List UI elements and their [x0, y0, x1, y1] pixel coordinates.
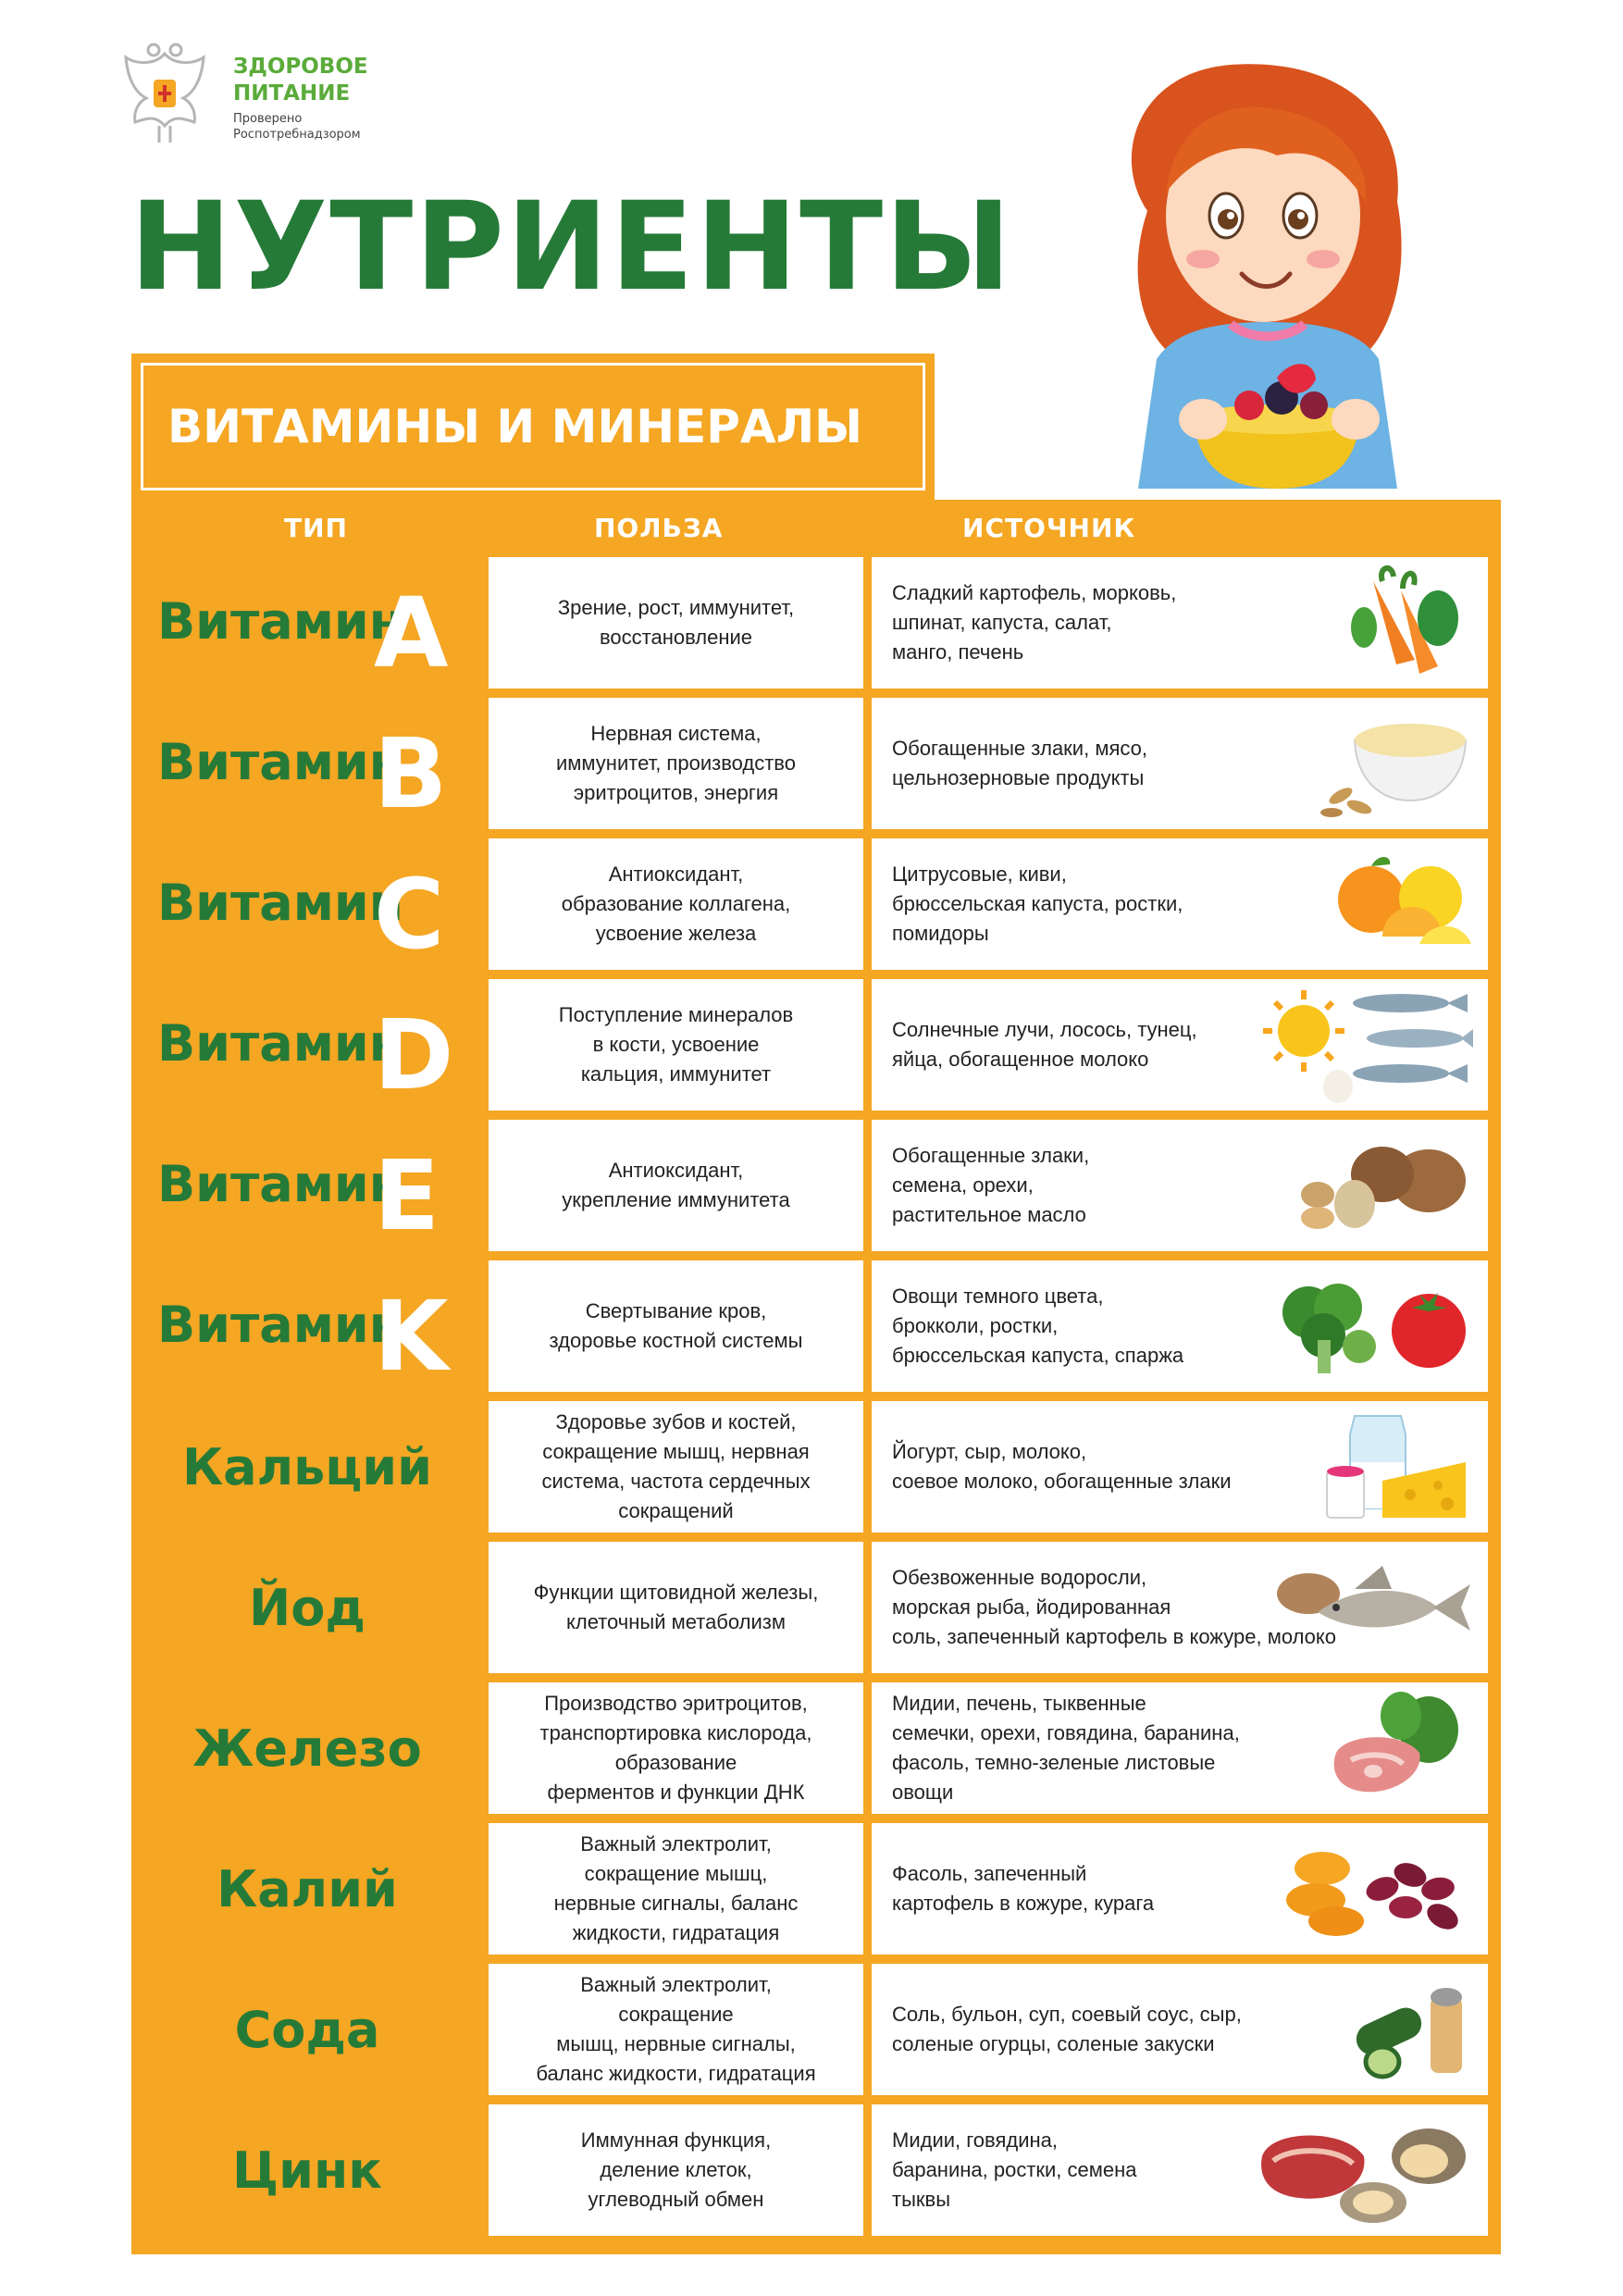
benefit-cell: Важный электролит, сокращение мышц, нервные сигналы, баланс жидкости, гидратация: [489, 1964, 863, 2095]
benefit-cell: Антиоксидант, укрепление иммунитета: [489, 1120, 863, 1251]
steak-mussels-icon: [1253, 2110, 1475, 2230]
type-cell: [131, 1682, 483, 1814]
source-cell: Овощи темного цвета, брокколи, ростки, брюссельская капуста, спаржа: [872, 1260, 1488, 1392]
table-row-vitamin-a: [131, 557, 1501, 689]
table-row-vitamin-d: [131, 979, 1501, 1111]
benefit-cell: Важный электролит, сокращение мышц, нервные сигналы, баланс жидкости, гидратация: [489, 1823, 863, 1955]
source-cell: Обогащенные злаки, семена, орехи, растительное масло: [872, 1120, 1488, 1251]
source-cell: Солнечные лучи, лосось, тунец, яйца, обогащенное молоко: [872, 979, 1488, 1111]
type-cell: [131, 979, 483, 1111]
source-cell: Обогащенные злаки, мясо, цельнозерновые продукты: [872, 698, 1488, 829]
type-label: Цинк: [232, 2141, 382, 2200]
header-benefit: ПОЛЬЗА: [594, 513, 724, 543]
benefit-cell: Функции щитовидной железы, клеточный метаболизм: [489, 1542, 863, 1673]
meat-spinach-icon: [1318, 1688, 1475, 1808]
type-cell: [131, 1542, 483, 1673]
vitamin-letter: E: [374, 1139, 440, 1252]
source-cell: Йогурт, сыр, молоко, соевое молоко, обогащенные злаки: [872, 1401, 1488, 1533]
vitamin-letter: C: [374, 858, 445, 971]
citrus-icon: [1327, 844, 1475, 964]
dairy-icon: [1318, 1407, 1475, 1527]
type-cell: [131, 1120, 483, 1251]
type-label: Кальций: [182, 1438, 432, 1496]
porridge-bowl-icon: [1318, 703, 1475, 824]
type-label: Сода: [234, 2001, 380, 2059]
type-label: Витамин: [157, 592, 404, 651]
type-label: Калий: [217, 1860, 398, 1918]
brand-name: ЗДОРОВОЕ ПИТАНИЕ: [233, 55, 368, 105]
nutrients-table: [131, 500, 1501, 2254]
source-cell: Мидии, говядина, баранина, ростки, семена тыквы: [872, 2104, 1488, 2236]
table-row-zinc: [131, 2104, 1501, 2236]
type-cell: [131, 2104, 483, 2236]
header-source: ИСТОЧНИК: [962, 513, 1136, 543]
benefit-cell: Иммунная функция, деление клеток, углеводный обмен: [489, 2104, 863, 2236]
vitamin-letter: A: [374, 577, 449, 689]
section-banner: [131, 354, 935, 500]
pickle-salt-icon: [1345, 1969, 1475, 2090]
table-row-potassium: [131, 1823, 1501, 1955]
carrot-icon: [1345, 563, 1475, 683]
type-label: Витамин: [157, 1014, 404, 1073]
benefit-cell: Производство эритроцитов, транспортировка кислорода, образование ферментов и функции ДНК: [489, 1682, 863, 1814]
type-label: Витамин: [157, 733, 404, 791]
type-label: Йод: [249, 1579, 365, 1637]
vitamin-letter: D: [374, 999, 454, 1111]
section-title: ВИТАМИНЫ И МИНЕРАЛЫ: [167, 400, 862, 453]
type-cell: [131, 1964, 483, 2095]
table-row-calcium: [131, 1401, 1501, 1533]
table-row-vitamin-e: [131, 1120, 1501, 1251]
vitamin-letter: B: [374, 717, 448, 830]
benefit-cell: Антиоксидант, образование коллагена, усвоение железа: [489, 838, 863, 970]
sun-fish-icon: [1262, 985, 1475, 1105]
checked-caption: Проверено Роспотребнадзором: [233, 112, 361, 142]
vitamin-letter: K: [374, 1280, 449, 1393]
table-row-vitamin-k: [131, 1260, 1501, 1392]
source-cell: Обезвоженные водоросли, морская рыба, йодированная соль, запеченный картофель в кожуре, молоко: [872, 1542, 1488, 1673]
table-row-iron: [131, 1682, 1501, 1814]
table-row-vitamin-c: [131, 838, 1501, 970]
benefit-cell: Нервная система, иммунитет, производство эритроцитов, энергия: [489, 698, 863, 829]
logo: [118, 37, 415, 153]
type-cell: [131, 1823, 483, 1955]
type-cell: [131, 838, 483, 970]
type-label: Витамин: [157, 1296, 404, 1354]
table-row-sodium: [131, 1964, 1501, 2095]
type-label: Витамин: [157, 874, 404, 932]
source-cell: Цитрусовые, киви, брюссельская капуста, ростки, помидоры: [872, 838, 1488, 970]
fish-potato-icon: [1262, 1557, 1475, 1658]
page-title: НУТРИЕНТЫ: [130, 176, 1013, 318]
type-cell: [131, 1260, 483, 1392]
girl-with-berries-illustration: [1092, 54, 1443, 498]
benefit-cell: Здоровье зубов и костей, сокращение мышц, нервная система, частота сердечных сокращений: [489, 1401, 863, 1533]
type-label: Витамин: [157, 1155, 404, 1213]
source-cell: Фасоль, запеченный картофель в кожуре, курага: [872, 1823, 1488, 1955]
header-type: ТИП: [284, 513, 348, 543]
benefit-cell: Свертывание кров, здоровье костной системы: [489, 1260, 863, 1392]
source-cell: Соль, бульон, суп, соевый соус, сыр, соленые огурцы, соленые закуски: [872, 1964, 1488, 2095]
eagle-emblem-icon: [118, 37, 211, 148]
source-cell: Мидии, печень, тыквенные семечки, орехи, говядина, баранина, фасоль, темно-зеленые листовые овощи: [872, 1682, 1488, 1814]
broccoli-tomato-icon: [1271, 1271, 1475, 1382]
table-row-iodine: [131, 1542, 1501, 1673]
nuts-icon: [1290, 1130, 1475, 1241]
benefit-cell: Поступление минералов в кости, усвоение кальция, иммунитет: [489, 979, 863, 1111]
type-cell: [131, 1401, 483, 1533]
source-cell: Сладкий картофель, морковь, шпинат, капуста, салат, манго, печень: [872, 557, 1488, 689]
table-row-vitamin-b: [131, 698, 1501, 829]
apricot-beans-icon: [1281, 1833, 1475, 1944]
table-header: [131, 500, 1501, 557]
type-cell: [131, 698, 483, 829]
type-label: Железо: [192, 1719, 422, 1778]
type-cell: [131, 557, 483, 689]
benefit-cell: Зрение, рост, иммунитет, восстановление: [489, 557, 863, 689]
